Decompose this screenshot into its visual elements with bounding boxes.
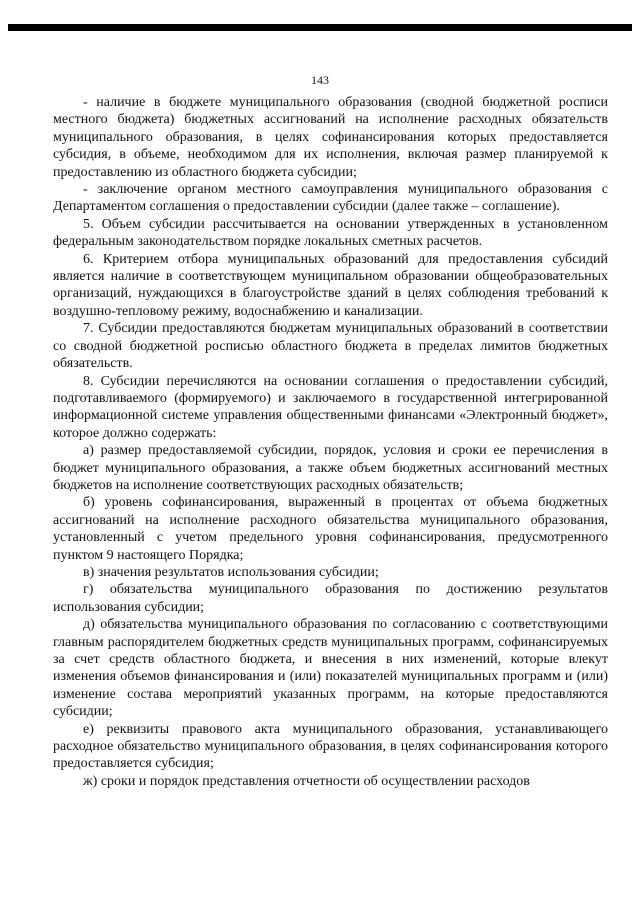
- paragraph-subitem-v: в) значения результатов использования субсидии;: [83, 564, 379, 580]
- paragraph-subitem-g: г) обязательства муниципального образования по достижению результатов использования субсидии;: [53, 582, 608, 615]
- page-number: 143: [311, 73, 329, 87]
- paragraph-item-8: 8. Субсидии перечисляются на основании соглашения о предоставлении субсидий, подготавливаемого (формируемого) и заключаемого в государственной интегрированной информационной системе управления общественными финансами «Электронный бюджет», которое должно содержать:: [53, 373, 608, 441]
- top-scan-border: [8, 24, 632, 31]
- paragraph-budget-availability: - наличие в бюджете муниципального образования (сводной бюджетной росписи местного бюджета) бюджетных ассигнований на исполнение расходных обязательств муниципального образования, в целях софинансирования которых предоставляется субсидия, в объеме, необходимом для их исполнения, включая размер планируемой к предоставлению из областного бюджета субсидии;: [53, 95, 608, 180]
- paragraph-item-7: 7. Субсидии предоставляются бюджетам муниципальных образований в соответствии со сводной бюджетной росписью областного бюджета в пределах лимитов бюджетных обязательств.: [53, 321, 608, 372]
- paragraph-item-6: 6. Критерием отбора муниципальных образований для предоставления субсидий является наличие в соответствующем муниципальном образовании общеобразовательных организаций, нуждающихся в благоустройстве зданий в целях соблюдения требований к воздушно-тепловому режиму, водоснабжению и канализации.: [53, 251, 608, 319]
- paragraph-subitem-e: е) реквизиты правового акта муниципального образования, устанавливающего расходное обязательство муниципального образования, в целях софинансирования которого предоставляется субсидия;: [53, 721, 608, 772]
- paragraph-subitem-d: д) обязательства муниципального образования по согласованию с соответствующими главным распорядителем бюджетных средств муниципальных программ, софинансируемых за счет средств областного бюджета, и внесения в них изменений, которые влекут изменения объемов финансирования и (или) показателей муниципальных программ и (или) изменение состава мероприятий указанных программ, на которые предоставляются субсидии;: [53, 617, 608, 720]
- paragraph-item-5: 5. Объем субсидии рассчитывается на основании утвержденных в установленном федеральным законодательством порядке локальных сметных расчетов.: [53, 216, 608, 250]
- paragraph-subitem-b: б) уровень софинансирования, выраженный в процентах от объема бюджетных ассигнований на исполнение расходного обязательства муниципального образования, установленный с учетом предельного уровня софинансирования, предусмотренного пунктом 9 настоящего Порядка;: [53, 495, 608, 563]
- paragraph-agreement-conclusion: - заключение органом местного самоуправления муниципального образования с Департаментом соглашения о предоставлении субсидии (далее также – соглашение).: [53, 182, 608, 215]
- paragraph-subitem-a: а) размер предоставляемой субсидии, порядок, условия и сроки ее перечисления в бюджет муниципального образования, а также объем бюджетных ассигнований местных бюджетов на исполнение соответствующих расходных обязательств;: [53, 443, 608, 493]
- paragraph-subitem-zh: ж) сроки и порядок представления отчетности об осуществлении расходов: [83, 773, 530, 789]
- document-body: [53, 94, 608, 790]
